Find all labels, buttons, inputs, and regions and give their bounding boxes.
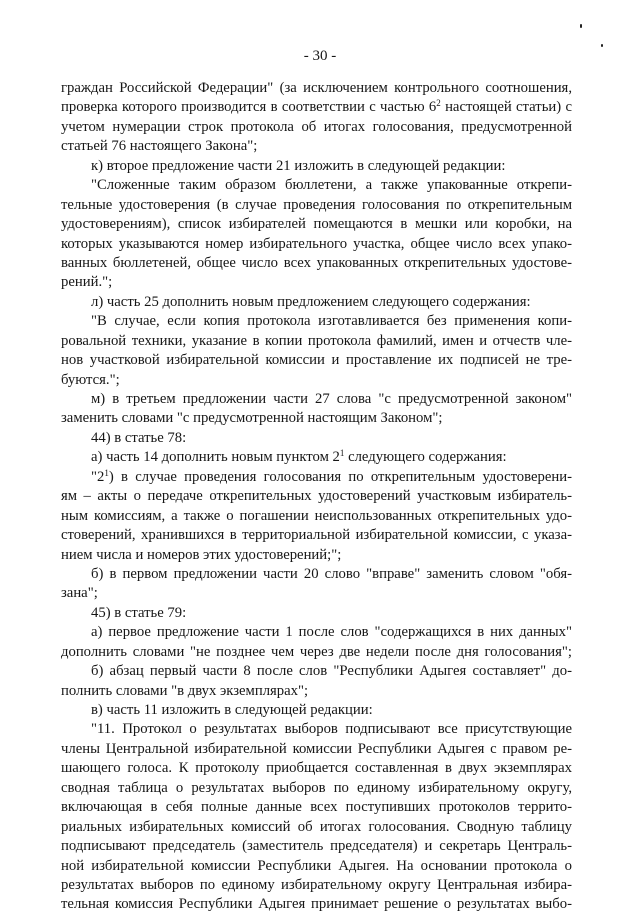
text-line: включающая в себя полные данные всех поступивших протоколов террито- — [61, 799, 572, 816]
text-line: "11. Протокол о результатах выборов подписывают все присутствующие — [91, 721, 572, 738]
document-body — [61, 79, 572, 915]
text-line: стоверений, хранившихся в территориальной избирательной комиссии, с указа- — [61, 527, 572, 544]
text-line: буются."; — [61, 371, 120, 388]
text-line: зана"; — [61, 585, 98, 602]
page-number: - 30 - — [303, 48, 337, 64]
text-line: статьей 76 настоящего Закона"; — [61, 138, 258, 155]
text-line: ной избирательной комиссии Республики Адыгея. На основании протокола о — [61, 857, 572, 874]
text-line: тельные удостоверения (в случае проведения голосования по открепительным — [61, 196, 572, 213]
text-line: граждан Российской Федерации" (за исключением контрольного соотношения, — [61, 80, 572, 96]
text-line: проверка которого производится в соответствии с частью $6^2$ настоящей статьи) с — [61, 98, 572, 116]
text-line: л) часть 25 дополнить новым предложением следующего содержания: — [91, 293, 531, 310]
scan-speck — [580, 24, 582, 28]
text-line: риальных избирательных комиссий об итогах голосования. Сводную таблицу — [61, 818, 572, 835]
text-line: сводная таблица о результатах выборов по единому избирательному округу, — [61, 779, 572, 796]
text-line: б) в первом предложении части 20 слово "вправе" заменить словом "обя- — [91, 565, 572, 582]
text-line: нием числа и номеров этих удостоверений;"; — [61, 546, 342, 563]
text-line: а) первое предложение части 1 после слов "содержащихся в них данных" — [91, 624, 572, 641]
text-line: заменить словами "с предусмотренной настоящим Законом"; — [61, 410, 443, 427]
text-line: ям – акты о передаче открепительных удостоверений участковым избиратель- — [61, 488, 572, 505]
text-line: дополнить словами "не позднее чем через две недели после дня голосования"; — [61, 643, 572, 660]
text-line: к) второе предложение части 21 изложить в следующей редакции: — [91, 157, 506, 174]
text-line: результатах выборов по единому избирательному округу Центральная избира- — [61, 876, 572, 893]
scan-speck — [601, 44, 603, 47]
text-line: "Сложенные таким образом бюллетени, а также упакованные открепи- — [91, 177, 572, 194]
text-line: б) абзац первый части 8 после слов "Республики Адыгея составляет" до- — [91, 663, 572, 680]
text-line: а) часть 14 дополнить новым пунктом $2^1$ следующего содержания: — [91, 448, 507, 466]
text-line: шающего голоса. К протоколу приобщается составленная в двух экземплярах — [61, 760, 572, 777]
text-line: 45) в статье 79: — [91, 604, 187, 621]
text-line: которых указываются номер избирательного участка, общее число всех упако- — [61, 235, 572, 252]
text-line: ным комиссиям, а также о погашении неиспользованных открепительных удо- — [61, 507, 572, 524]
text-line: "$2^1$) в случае проведения голосования по открепительным удостоверени- — [91, 467, 572, 485]
text-line: м) в третьем предложении части 27 слова "с предусмотренной законом" — [91, 391, 572, 407]
text-line: нов участковой избирательной комиссии и проставление их подписей не тре- — [61, 352, 572, 369]
text-line: тельная комиссия Республики Адыгея принимает решение о результатах выбо- — [61, 896, 572, 913]
text-line: полнить словами "в двух экземплярах"; — [61, 682, 309, 699]
text-line: ровальной техники, указание в копии протокола фамилий, имен и отчеств чле- — [61, 332, 572, 349]
text-line: 44) в статье 78: — [91, 429, 187, 446]
text-line: подписывают председатель (заместитель председателя) и секретарь Централь- — [61, 838, 572, 855]
text-line: члены Центральной избирательной комиссии Республики Адыгея с правом ре- — [61, 740, 572, 757]
text-line: удостоверениям), список избирателей помещаются в мешки или коробки, на — [61, 216, 572, 233]
text-line: учетом нумерации строк протокола об итогах голосования, предусмотренной — [61, 118, 572, 135]
text-line: в) часть 11 изложить в следующей редакции: — [91, 702, 373, 718]
text-line: рений."; — [61, 274, 113, 291]
text-line: ванных бюллетеней, общее число всех упакованных открепительных удостове- — [61, 254, 572, 271]
text-line: "В случае, если копия протокола изготавливается без применения копи- — [91, 313, 572, 330]
